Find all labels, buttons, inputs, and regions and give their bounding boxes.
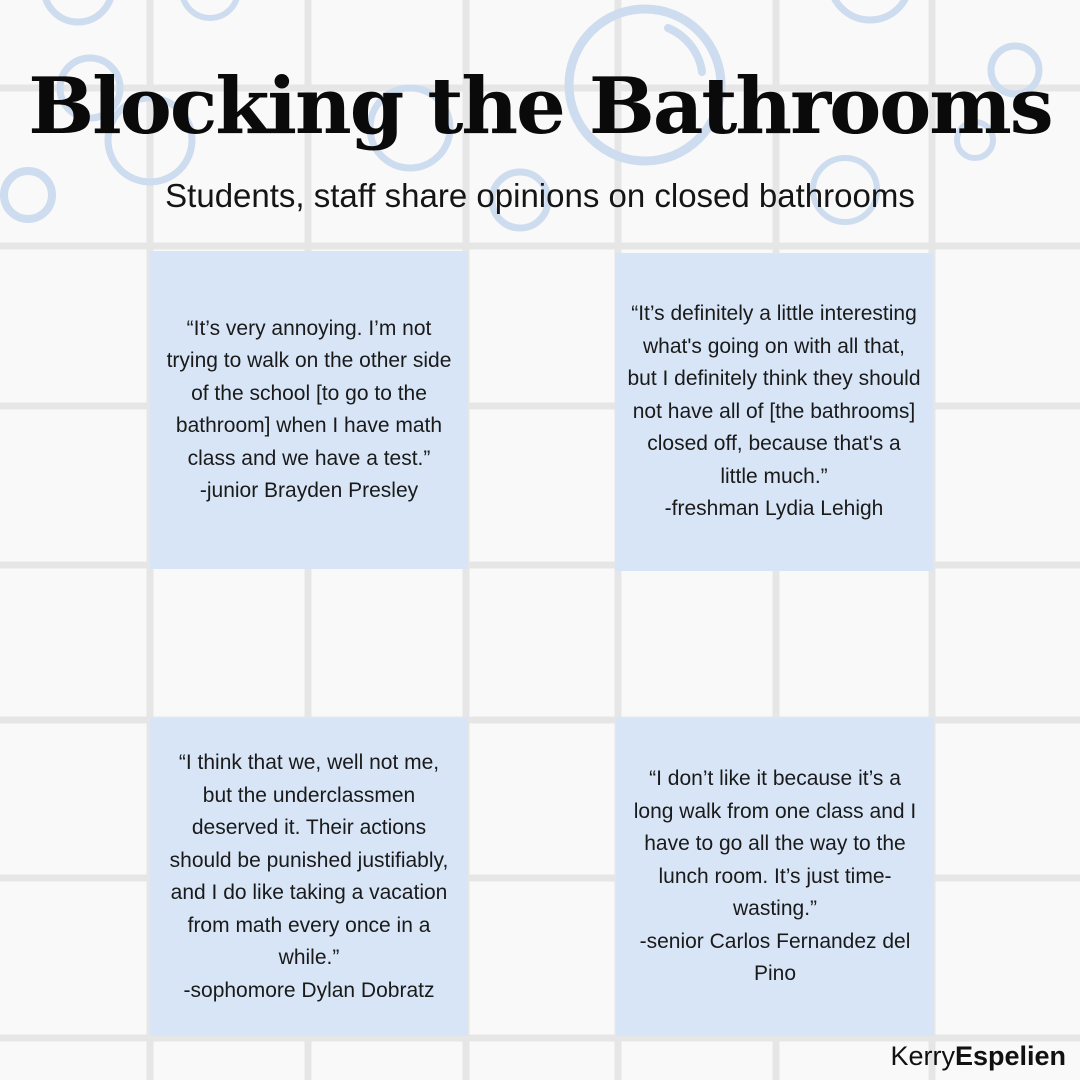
author-credit xyxy=(890,1040,1066,1072)
page-title: Blocking the Bathrooms xyxy=(28,61,1052,152)
quote-attribution: -sophomore Dylan Dobratz xyxy=(183,978,435,1002)
quote-attribution: -freshman Lydia Lehigh xyxy=(664,497,884,521)
quote-text: “It’s very annoying. I’m not trying to walk on the other side of the school [to go to the bathroom] when I have math class and we have a test.” xyxy=(166,316,452,470)
quote-card xyxy=(150,718,468,1036)
quote-text: “It’s definitely a little interesting what's going on with all that, but I definitely think they should not have all of [the bathrooms] closed off, because that's a little much.” xyxy=(627,302,921,488)
author-last-name: Espelien xyxy=(954,1040,1066,1071)
quote-text: “I don’t like it because it’s a long walk from one class and I have to go all the way to the lunch room. It’s just time-wasting.” xyxy=(633,767,917,921)
author-first-name: Kerry xyxy=(890,1040,955,1071)
quote-card xyxy=(150,251,468,569)
page-subtitle: Students, staff share opinions on closed bathrooms xyxy=(165,177,915,214)
quote-text: “I think that we, well not me, but the underclassmen deserved it. Their actions should be punished justifiably, and I do like taking a vacation from math every once in a while.” xyxy=(169,751,449,969)
quote-card xyxy=(616,718,934,1036)
quote-attribution: -senior Carlos Fernandez del Pino xyxy=(639,929,911,986)
quote-attribution: -junior Brayden Presley xyxy=(199,479,419,502)
quote-card xyxy=(615,253,933,571)
